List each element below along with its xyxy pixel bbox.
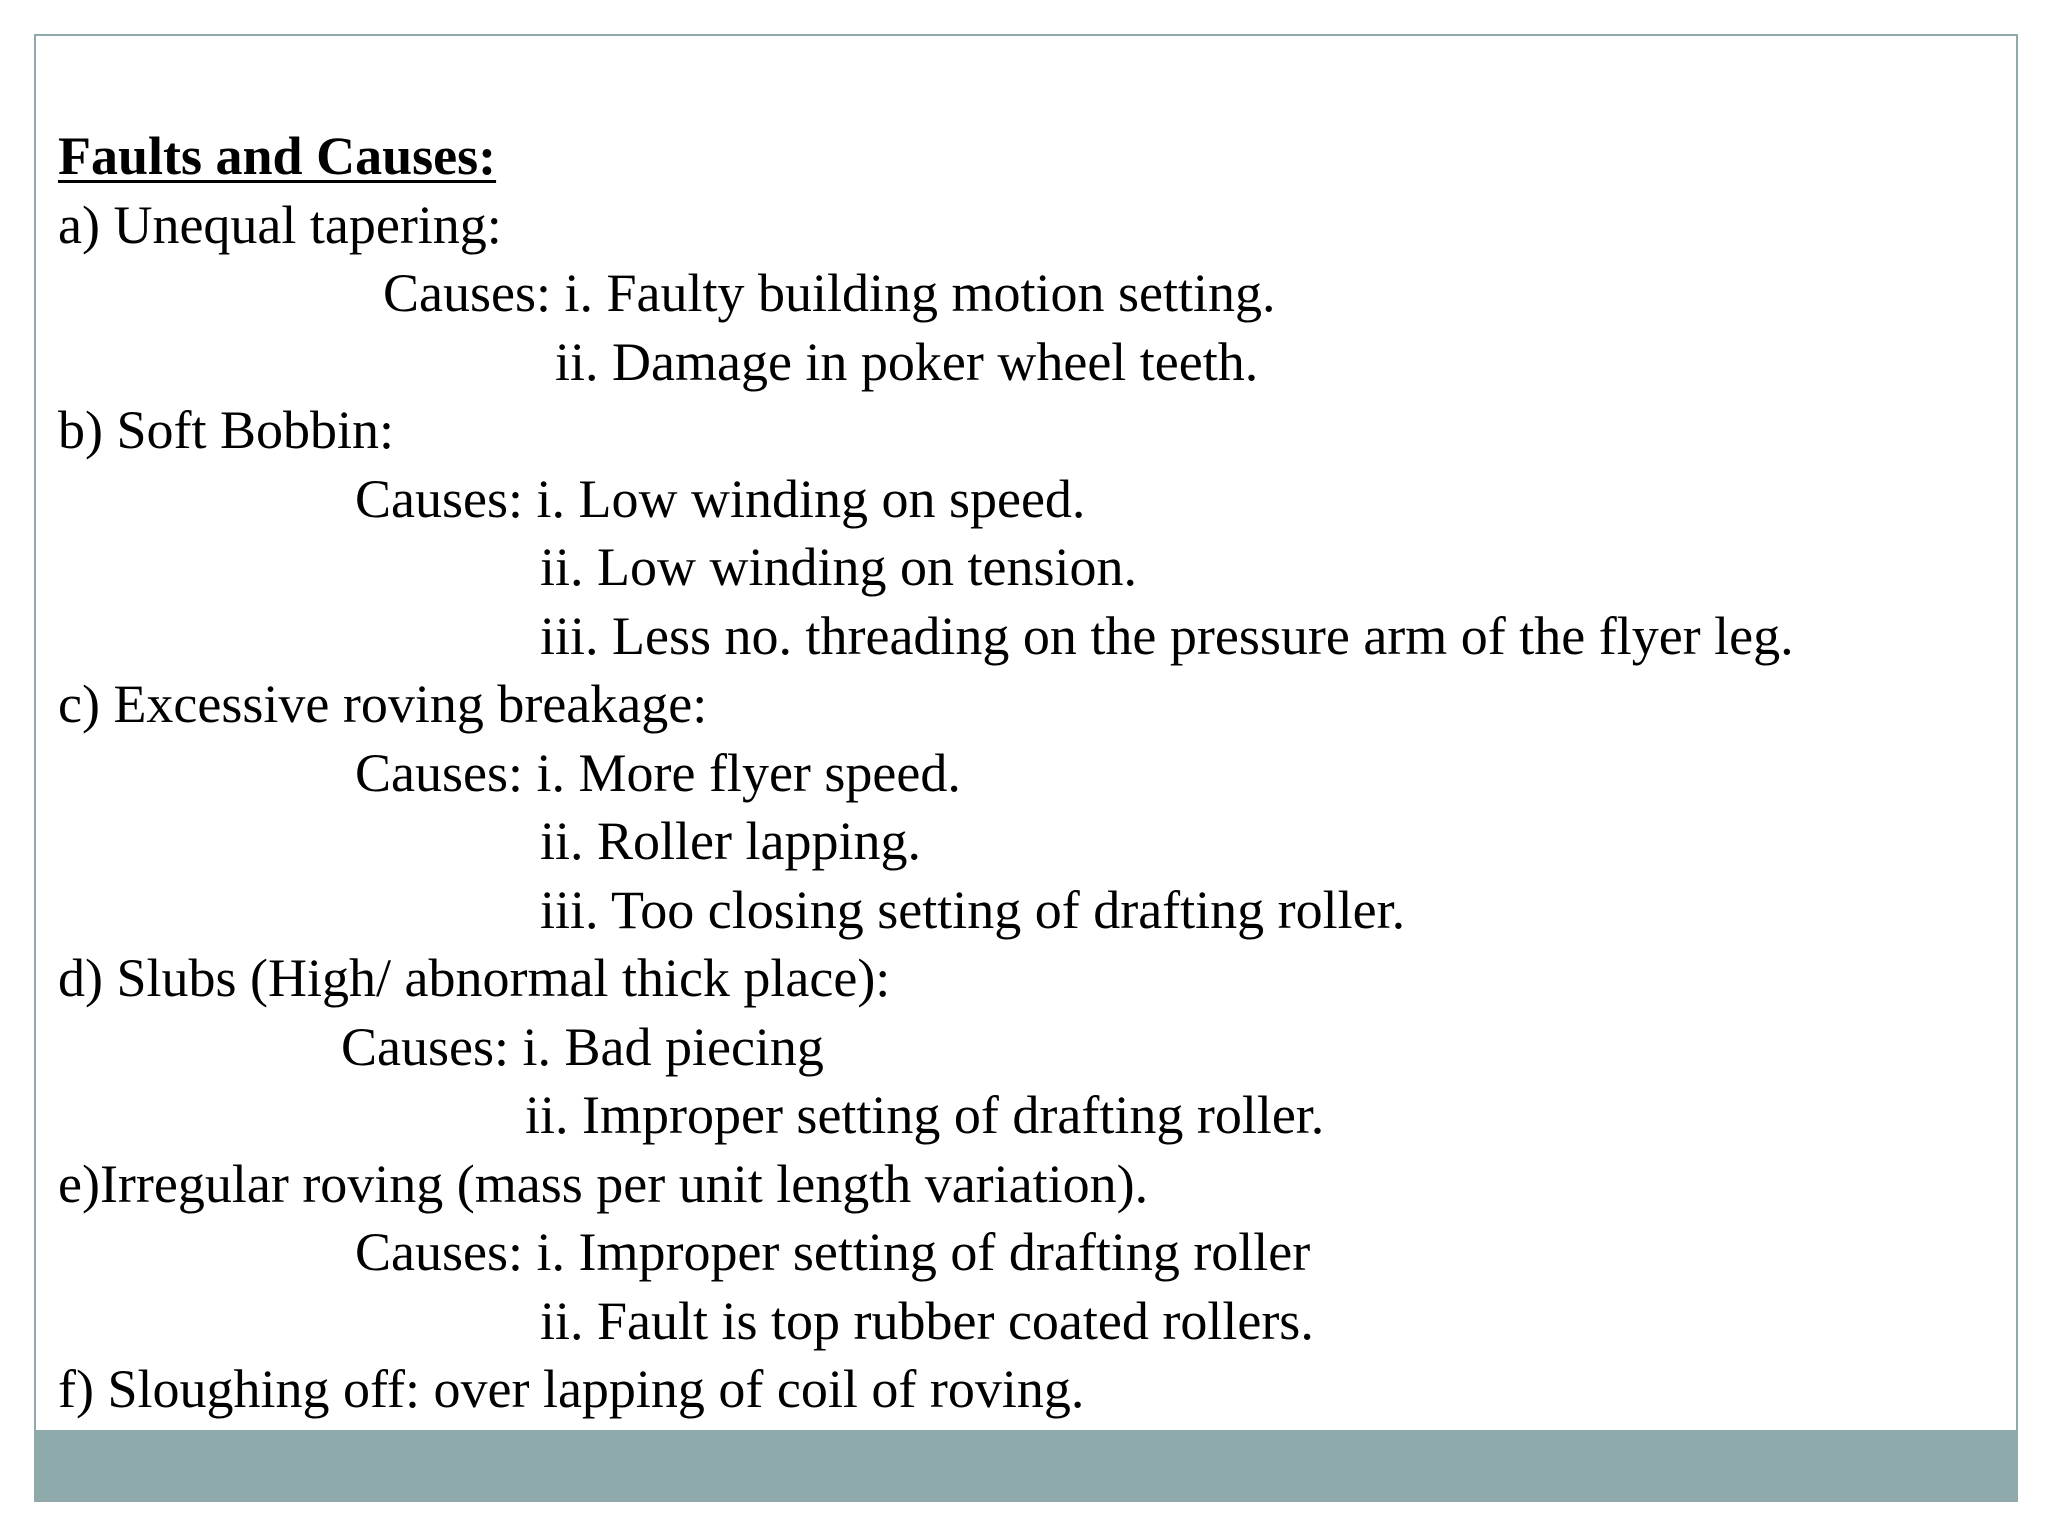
fault-c-cause-3: iii. Too closing setting of drafting roller. <box>540 879 1406 940</box>
fault-b-cause-1: Causes: i. Low winding on speed. <box>355 468 1086 529</box>
fault-c-cause-1: Causes: i. More flyer speed. <box>355 742 961 803</box>
slide-title: Faults and Causes: <box>58 126 497 186</box>
fault-d-cause-2: ii. Improper setting of drafting roller. <box>525 1085 1325 1145</box>
fault-heading-b: b) Soft Bobbin: <box>58 400 395 460</box>
fault-e-cause-1: Causes: i. Improper setting of drafting roller <box>355 1222 1311 1282</box>
fault-e-cause-2: ii. Fault is top rubber coated rollers. <box>540 1290 1314 1351</box>
fault-c-cause-2: ii. Roller lapping. <box>540 811 921 871</box>
fault-heading-e: e)Irregular roving (mass per unit length variation). <box>58 1153 1149 1214</box>
fault-heading-f: f) Sloughing off: over lapping of coil of roving. <box>58 1359 1085 1419</box>
slide <box>34 34 2018 1502</box>
slide-content <box>58 122 1998 1424</box>
fault-heading-a: a) Unequal tapering: <box>58 194 502 255</box>
fault-a-cause-2: ii. Damage in poker wheel teeth. <box>555 331 1259 392</box>
fault-b-cause-3: iii. Less no. threading on the pressure arm of the flyer leg. <box>540 605 1794 666</box>
fault-b-cause-2: ii. Low winding on tension. <box>540 537 1137 597</box>
fault-heading-c: c) Excessive roving breakage: <box>58 674 708 734</box>
fault-d-cause-1: Causes: i. Bad piecing <box>341 1016 824 1077</box>
footer-bar <box>36 1430 2016 1500</box>
fault-a-cause-1: Causes: i. Faulty building motion setting. <box>383 263 1276 323</box>
fault-heading-d: d) Slubs (High/ abnormal thick place): <box>58 948 891 1008</box>
